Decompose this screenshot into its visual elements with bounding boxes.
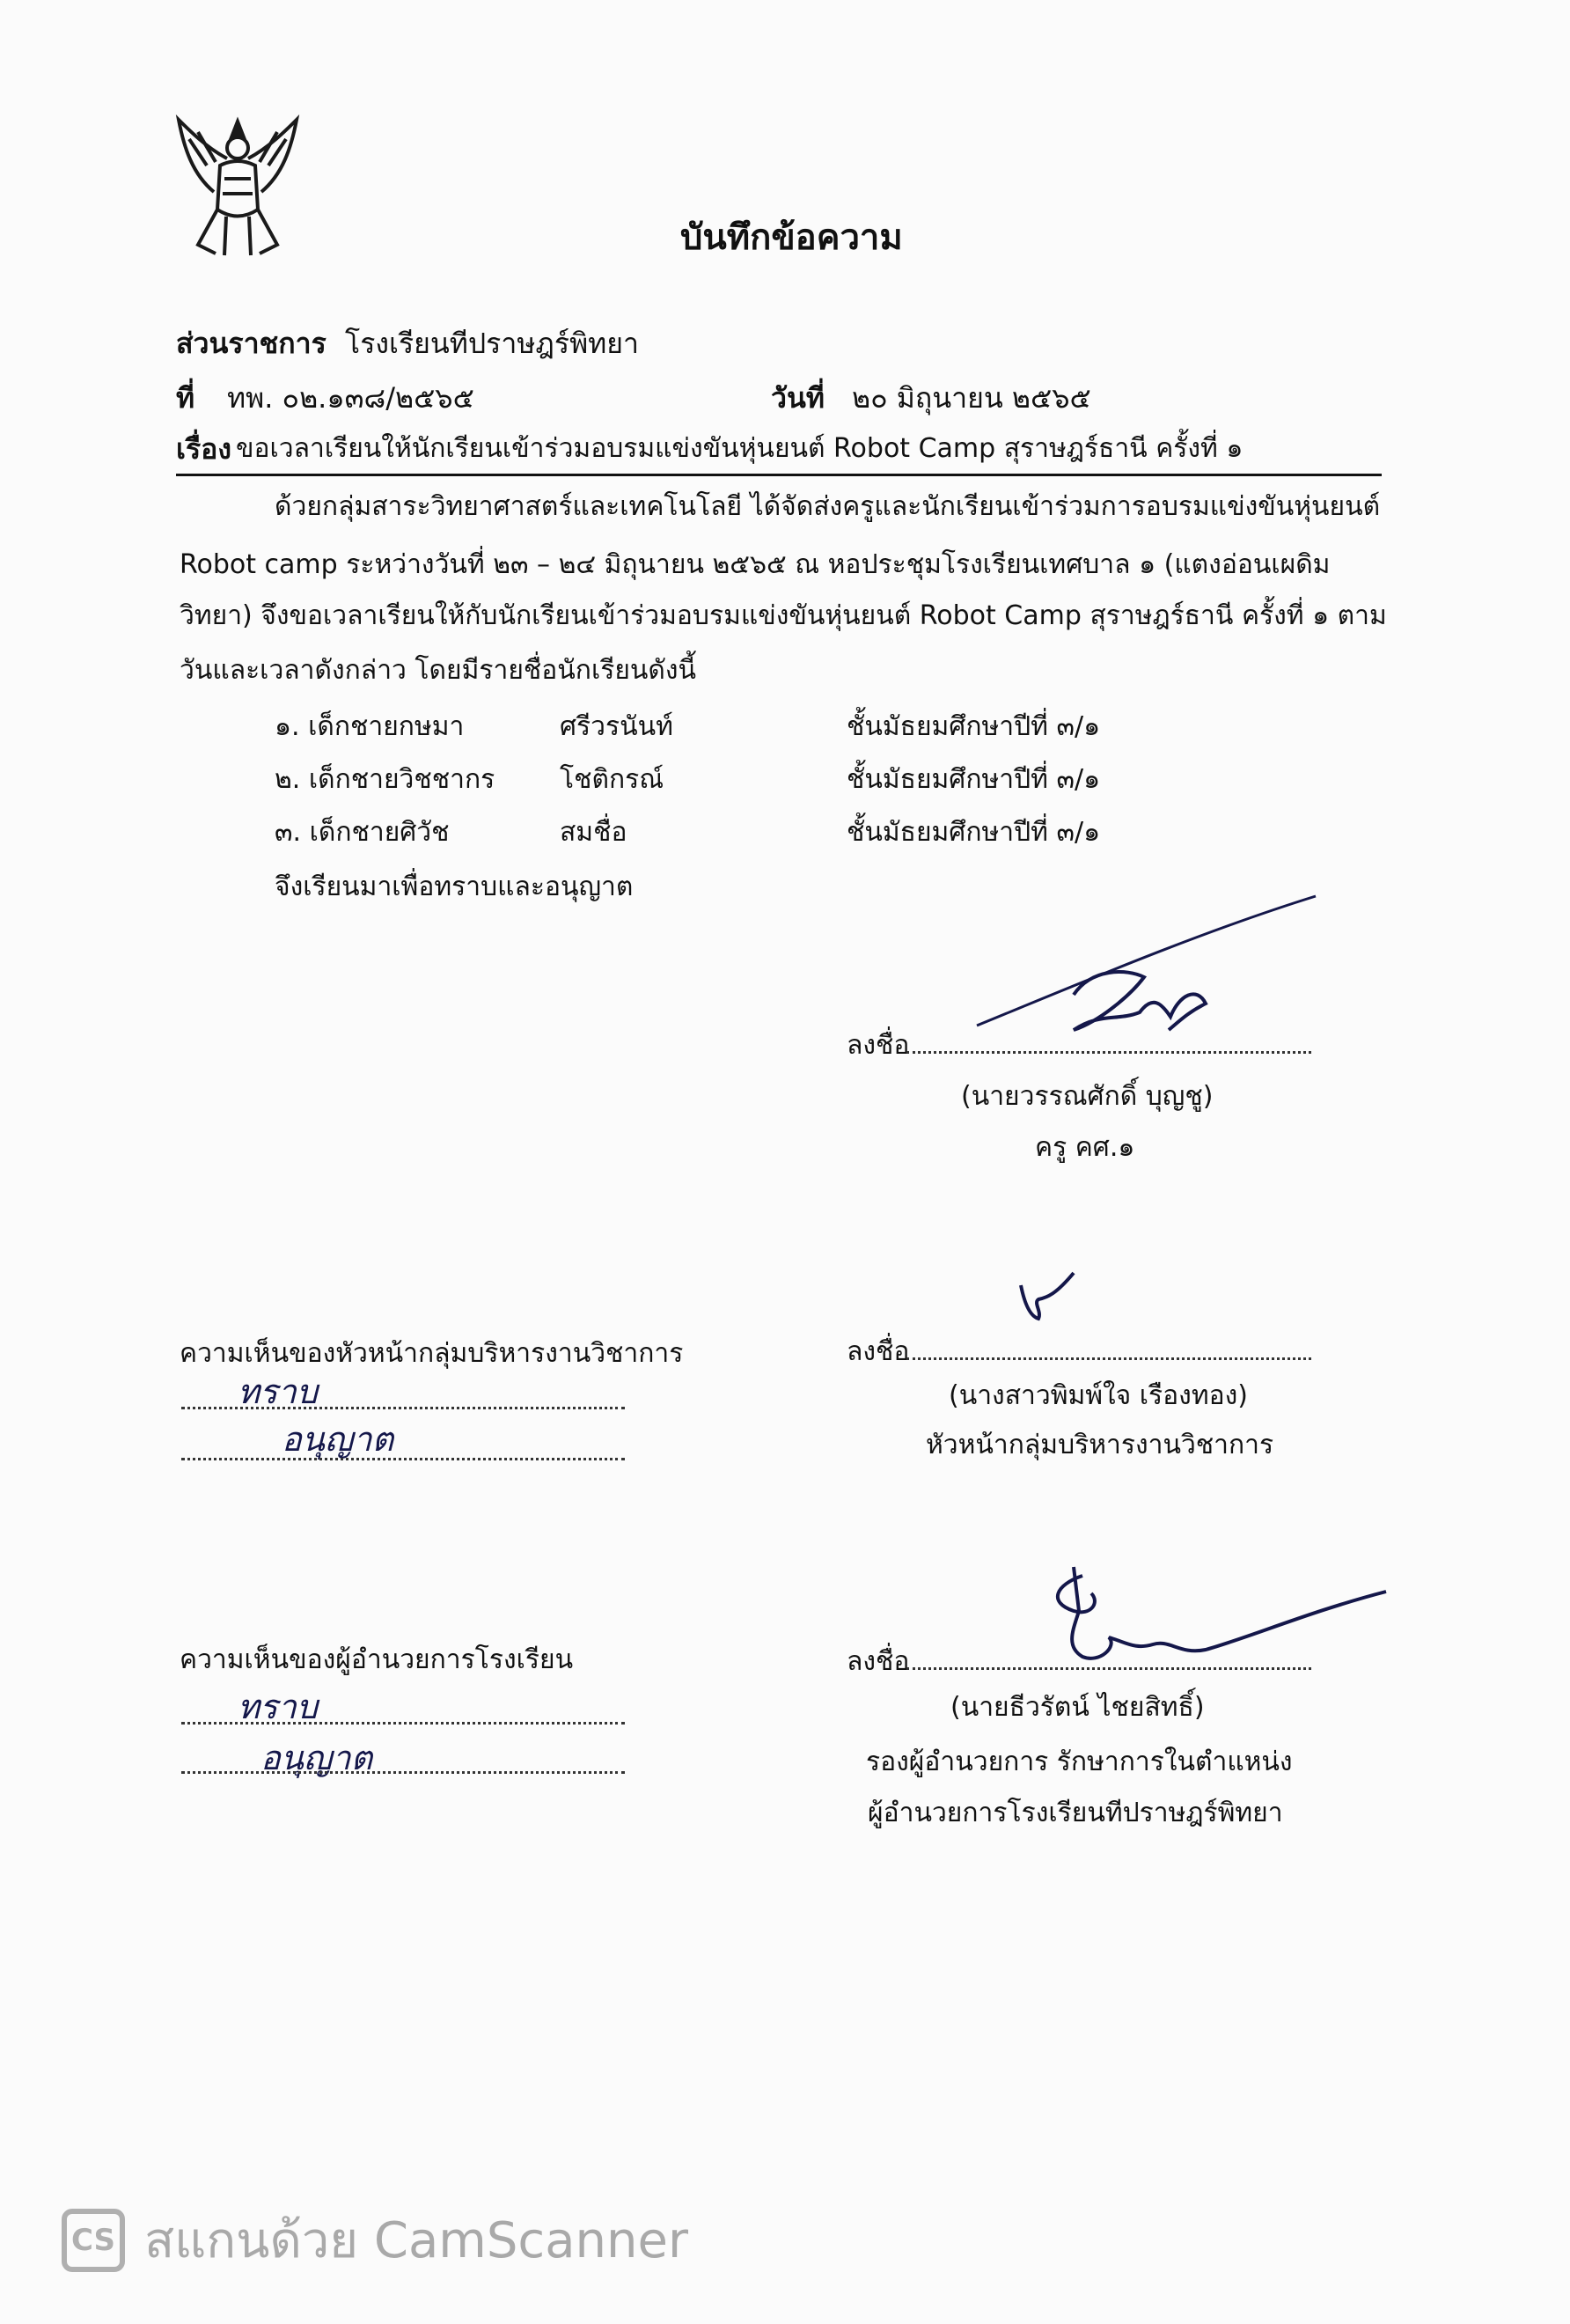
memo-title: บันทึกข้อความ — [680, 217, 903, 258]
head-sign-line — [906, 1357, 1311, 1360]
camscanner-logo-icon: CS — [62, 2209, 125, 2272]
director-name: (นายธีวรัตน์ ไชยสิทธิ์) — [950, 1692, 1205, 1723]
director-opinion-note-1: ทราบ — [238, 1688, 318, 1726]
subject-label: เรื่อง — [176, 432, 231, 466]
director-opinion-note-2: อนุญาต — [260, 1739, 373, 1777]
subject-divider — [176, 474, 1382, 476]
director-sign-line — [906, 1667, 1311, 1670]
student-2-surname: โชติกรณ์ — [560, 764, 664, 795]
garuda-emblem-icon — [172, 113, 304, 262]
director-opinion-label: ความเห็นของผู้อำนวยการโรงเรียน — [180, 1644, 574, 1675]
body-line-4: วันและเวลาดังกล่าว โดยมีรายชื่อนักเรียนดังนี้ — [180, 655, 697, 686]
ref-value: ทพ. ๐๒.๑๓๘/๒๕๖๕ — [227, 381, 474, 415]
camscanner-text: สแกนด้วย CamScanner — [144, 2212, 688, 2269]
student-2-name: ๒. เด็กชายวิชชากร — [275, 764, 495, 795]
ref-label: ที่ — [176, 381, 195, 415]
subject-value: ขอเวลาเรียนให้นักเรียนเข้าร่วมอบรมแข่งขันหุ่นยนต์ Robot Camp สุราษฎร์ธานี ครั้งที่ ๑ — [236, 433, 1244, 464]
student-1-name: ๑. เด็กชายกษมา — [275, 711, 465, 742]
director-signature — [1021, 1558, 1390, 1673]
head-opinion-note-1: ทราบ — [238, 1372, 318, 1411]
body-line-3: วิทยา) จึงขอเวลาเรียนให้กับนักเรียนเข้าร่วมอบรมแข่งขันหุ่นยนต์ Robot Camp สุราษฎร์ธานี ครั้งที่ ๑ ตาม — [180, 600, 1387, 631]
camscanner-watermark — [62, 2201, 688, 2279]
head-opinion-label: ความเห็นของหัวหน้ากลุ่มบริหารงานวิชาการ — [180, 1338, 684, 1369]
director-position-2: ผู้อำนวยการโรงเรียนทีปราษฎร์พิทยา — [868, 1798, 1283, 1828]
teacher-sign-line — [906, 1051, 1311, 1054]
student-3-surname: สมชื่อ — [560, 817, 627, 848]
date-value: ๒๐ มิถุนายน ๒๕๖๕ — [852, 381, 1091, 415]
teacher-name: (นายวรรณศักดิ์ บุญชู) — [961, 1081, 1214, 1112]
head-opinion-note-2: อนุญาต — [282, 1420, 394, 1459]
body-line-2: Robot camp ระหว่างวันที่ ๒๓ – ๒๔ มิถุนายน ๒๕๖๕ ณ หอประชุมโรงเรียนเทศบาล ๑ (แตงอ่อนเผดิม — [180, 549, 1331, 580]
date-label: วันที่ — [771, 381, 825, 415]
director-opinion-line-1 — [181, 1722, 625, 1725]
head-name: (นางสาวพิมพ์ใจ เรืองทอง) — [949, 1380, 1248, 1411]
agency-value: โรงเรียนทีปราษฎร์พิทยา — [345, 327, 639, 360]
teacher-position: ครู คศ.๑ — [1035, 1132, 1135, 1163]
director-sign-label: ลงชื่อ — [847, 1646, 910, 1677]
head-sign-label: ลงชื่อ — [847, 1336, 910, 1367]
head-signature — [1012, 1268, 1082, 1329]
director-position-1: รองผู้อำนวยการ รักษาการในตำแหน่ง — [866, 1747, 1293, 1777]
director-opinion-line-2 — [181, 1771, 625, 1774]
agency-label: ส่วนราชการ — [176, 327, 326, 360]
head-opinion-line-1 — [181, 1407, 625, 1409]
student-1-grade: ชั้นมัธยมศึกษาปีที่ ๓/๑ — [847, 711, 1101, 742]
closing-text: จึงเรียนมาเพื่อทราบและอนุญาต — [275, 872, 634, 902]
student-3-grade: ชั้นมัธยมศึกษาปีที่ ๓/๑ — [847, 817, 1101, 848]
teacher-sign-label: ลงชื่อ — [847, 1030, 910, 1061]
body-line-1: ด้วยกลุ่มสาระวิทยาศาสตร์และเทคโนโลยี ได้จัดส่งครูและนักเรียนเข้าร่วมการอบรมแข่งขันหุ่นยนต์ — [275, 491, 1381, 522]
student-1-surname: ศรีวรนันท์ — [560, 711, 673, 742]
student-3-name: ๓. เด็กชายศิวัช — [275, 817, 450, 848]
student-2-grade: ชั้นมัธยมศึกษาปีที่ ๓/๑ — [847, 764, 1101, 795]
teacher-signature — [968, 889, 1320, 1039]
head-position: หัวหน้ากลุ่มบริหารงานวิชาการ — [926, 1430, 1274, 1460]
head-opinion-line-2 — [181, 1458, 625, 1460]
